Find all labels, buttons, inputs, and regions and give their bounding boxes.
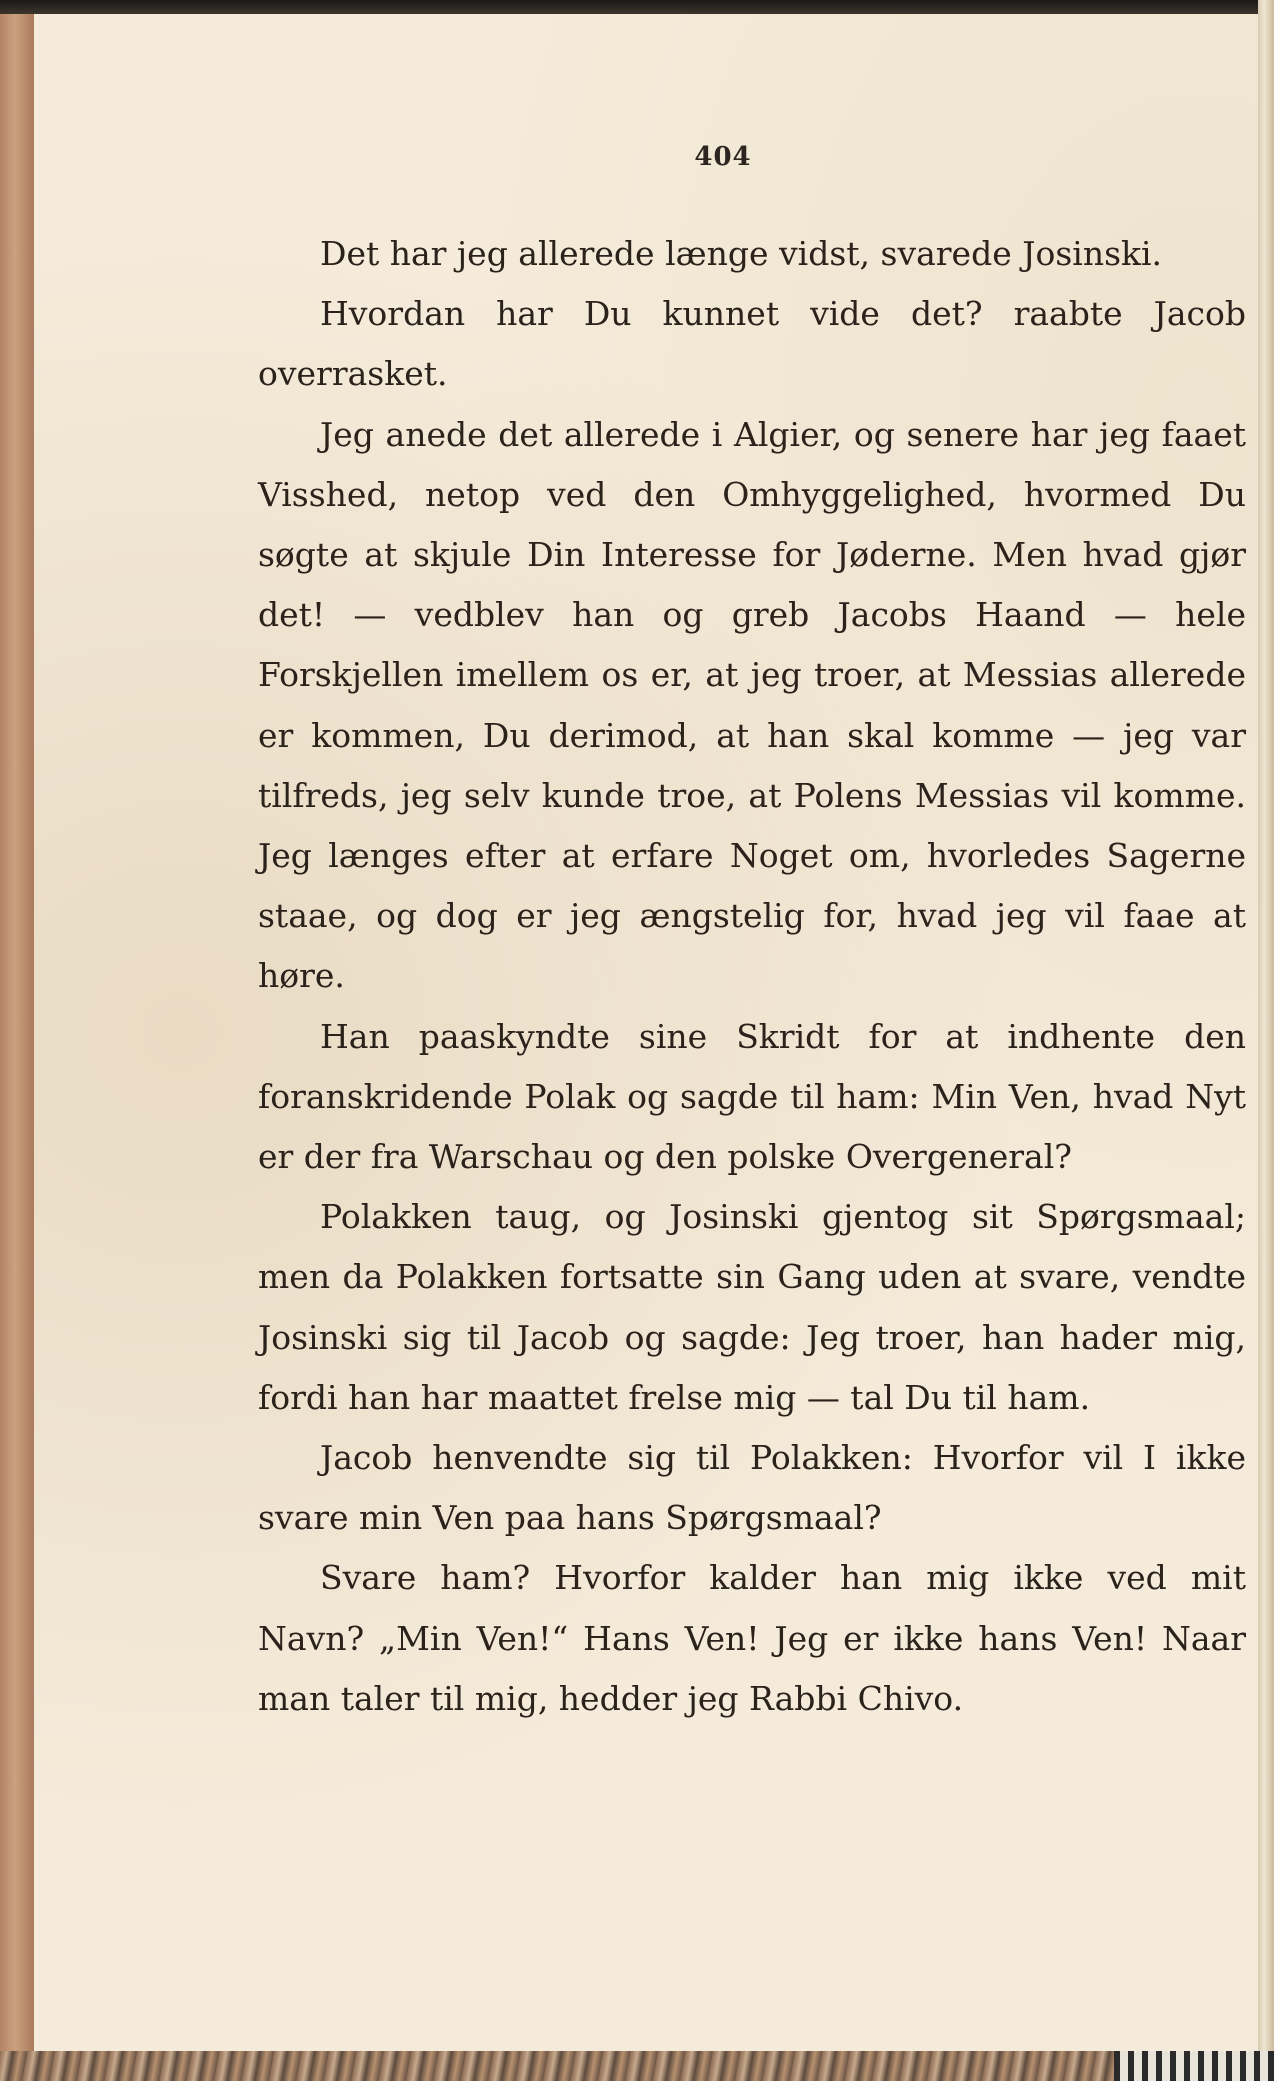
- paragraph: Jacob henvendte sig til Polakken: Hvorfor vil I ikke svare min Ven paa hans Spørgsmaal?: [258, 1438, 1246, 1538]
- book-spine-edge: [0, 0, 34, 2081]
- paragraph: Det har jeg allerede længe vidst, svarede Josinski.: [320, 234, 1163, 273]
- paragraph: Jeg anede det allerede i Algier, og senere har jeg faaet Visshed, netop ved den Omhyggelighed, hvormed Du søgte at skjule Din Interesse for Jøderne. Men hvad gjør det! — vedblev han og greb Jacobs Haand — hele Forskjellen imellem os er, at jeg troer, at Messias allerede er kommen, Du derimod, at han skal komme — jeg var tilfreds, jeg selv kunde troe, at Polens Messias vil komme. Jeg længes efter at erfare Noget om, hvorledes Sagerne staae, og dog er jeg ængstelig for, hvad jeg vil faae at høre.: [258, 414, 1246, 996]
- paragraph: Svare ham? Hvorfor kalder han mig ikke ved mit Navn? „Min Ven!“ Hans Ven! Jeg er ikke hans Ven! Naar man taler til mig, hedder jeg Rabbi Chivo.: [258, 1558, 1246, 1718]
- body-text: [258, 224, 1246, 1729]
- book-page: [34, 14, 1258, 2051]
- top-border: [0, 0, 1274, 14]
- page-stack-edge: [1258, 0, 1274, 2081]
- paragraph: Hvordan har Du kunnet vide det? raabte Jacob overrasket.: [258, 294, 1246, 394]
- marbled-endpaper: [0, 2051, 1274, 2081]
- page-number: 404: [694, 142, 752, 172]
- paragraph: Han paaskyndte sine Skridt for at indhente den foranskridende Polak og sagde til ham: Min Ven, hvad Nyt er der fra Warschau og den polske Overgeneral?: [258, 1016, 1246, 1177]
- paragraph: Polakken taug, og Josinski gjentog sit Spørgsmaal; men da Polakken fortsatte sin Gang uden at svare, vendte Josinski sig til Jacob og sagde: Jeg troer, han hader mig, fordi han har maattet frelse mig — tal Du til ham.: [258, 1197, 1246, 1417]
